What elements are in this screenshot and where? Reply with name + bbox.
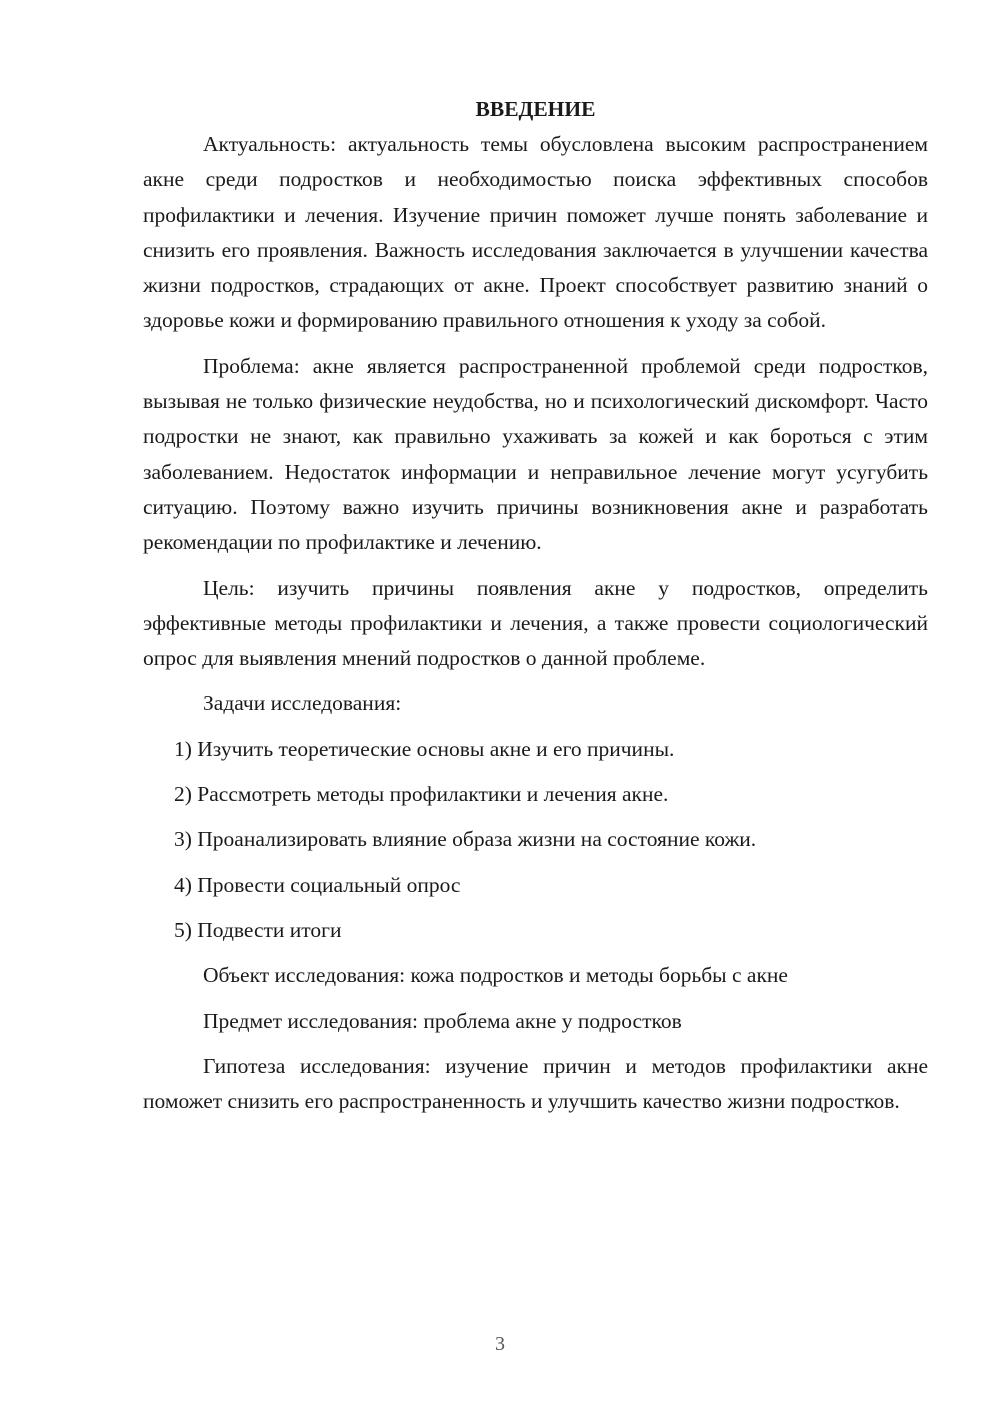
research-object: Объект исследования: кожа подростков и методы борьбы с акне [203, 963, 788, 988]
spacer [143, 858, 928, 868]
hypothesis-paragraph: Гипотеза исследования: изучение причин и методов профилактики акне поможет снизить его распространенность и улучшить качество жизни подростков. [143, 1053, 928, 1114]
tasks-heading: Задачи исследования: [203, 691, 402, 716]
research-subject: Предмет исследования: проблема акне у подростков [203, 1008, 682, 1033]
goal-paragraph: Цель: изучить причины появления акне у подростков, определить эффективные методы профилактики и лечения, а также провести социологический опрос для выявления мнений подростков о данной проблеме. [143, 575, 928, 671]
page-title: ВВЕДЕНИЕ [475, 97, 596, 121]
spacer [143, 1039, 928, 1049]
spacer [143, 767, 928, 777]
task-item-1: 1) Изучить теоретические основы акне и его причины. [174, 736, 675, 761]
document-page [143, 92, 928, 1119]
task-item-5: 5) Подвести итоги [174, 917, 342, 942]
spacer [143, 948, 928, 958]
spacer [143, 903, 928, 913]
task-item-3: 3) Проанализировать влияние образа жизни на состояние кожи. [174, 827, 757, 852]
spacer [143, 676, 928, 686]
spacer [143, 561, 928, 571]
page-number: 3 [495, 1333, 505, 1355]
problem-paragraph: Проблема: акне является распространенной проблемой среди подростков, вызывая не только физические неудобства, но и психологический дискомфорт. Часто подростки не знают, как правильно ухаживать за кожей и как бороться с этим заболеванием. Недостаток информации и неправильное лечение могут усугубить ситуацию. Поэтому важно изучить причины возникновения акне и разработать рекомендации по профилактике и лечению. [143, 353, 928, 555]
task-item-2: 2) Рассмотреть методы профилактики и лечения акне. [174, 782, 669, 807]
spacer [143, 722, 928, 732]
spacer [143, 994, 928, 1004]
spacer [143, 812, 928, 822]
relevance-paragraph: Актуальность: актуальность темы обусловлена высоким распространением акне среди подростков и необходимостью поиска эффективных способов профилактики и лечения. Изучение причин поможет лучше понять заболевание и снизить его проявления. Важность исследования заключается в улучшении качества жизни подростков, страдающих от акне. Проект способствует развитию знаний о здоровье кожи и формированию правильного отношения к уходу за собой. [143, 132, 928, 333]
task-item-4: 4) Провести социальный опрос [174, 872, 461, 897]
spacer [143, 339, 928, 349]
